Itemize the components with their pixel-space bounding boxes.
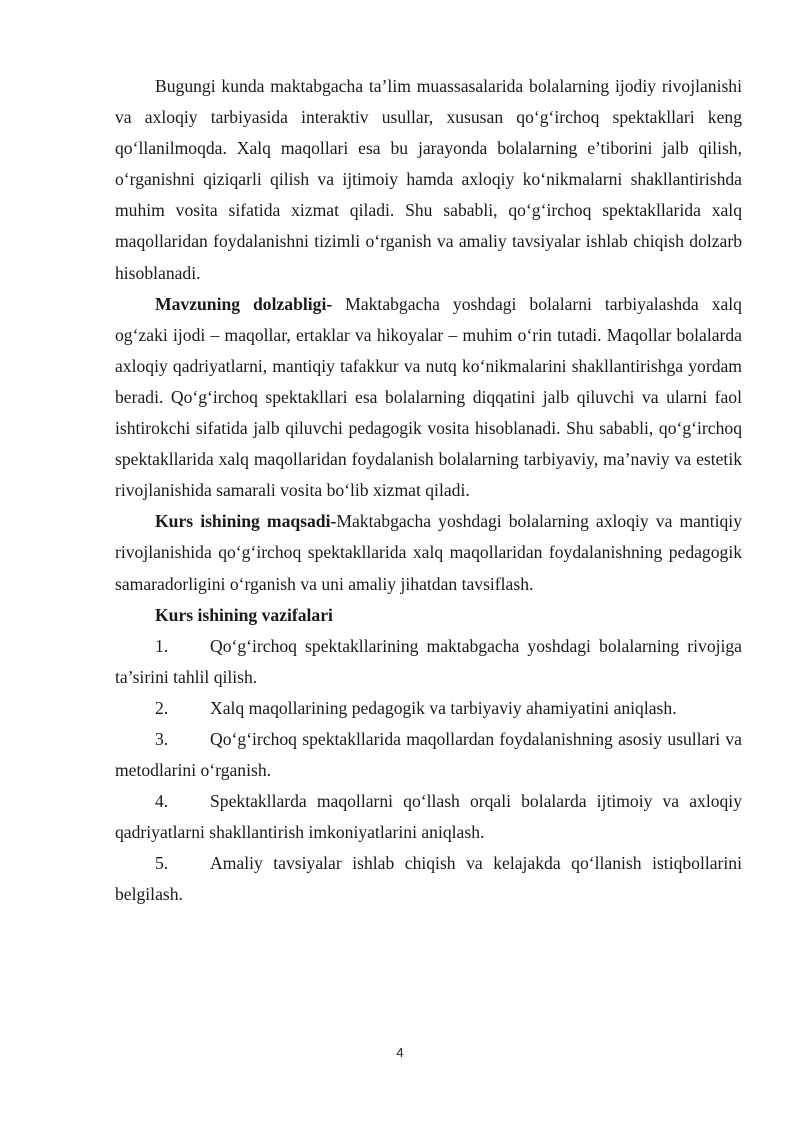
list-item <box>115 848 742 910</box>
goal-lead: Kurs ishining maqsadi- <box>155 511 337 532</box>
document-page <box>115 71 742 911</box>
list-item-number: 4. <box>155 791 169 812</box>
list-item-text: Qo‘g‘irchoq spektakllarida maqollardan foydalanishning asosiy usullari va metodlarini o‘rganish. <box>115 728 742 781</box>
list-item-number: 3. <box>155 728 169 749</box>
list-item <box>115 786 742 848</box>
list-item <box>115 724 742 786</box>
page-number: 4 <box>396 1045 404 1060</box>
list-item-text: Amaliy tavsiyalar ishlab chiqish va kelajakda qo‘llanish istiqbollarini belgilash. <box>115 853 742 905</box>
list-item-text: Qo‘g‘irchoq spektakllarining maktabgacha yoshdagi bolalarning rivojiga ta’sirini tahlil qilish. <box>115 635 742 687</box>
goal-text: Maktabgacha yoshdagi bolalarning axloqiy va mantiqiy rivojlanishida qo‘g‘irchoq spektakllarida xalq maqollaridan foydalanishning pedagogik samaradorligini o‘rganish va uni amaliy jihatdan tavsiflash. <box>115 511 742 594</box>
tasks-heading: Kurs ishining vazifalari <box>155 604 333 625</box>
intro-paragraph: Bugungi kunda maktabgacha ta’lim muassasalarida bolalarning ijodiy rivojlanishi va axloqiy tarbiyasida interaktiv usullar, xususan qo‘g‘irchoq spektakllari keng qo‘llanilmoqda. Xalq maqollari esa bu jarayonda bolalarning e’tiborini jalb qilish, o‘rganishni qiziqarli qilish va ijtimoiy hamda axloqiy ko‘nikmalarni shakllantirishda muhim vosita sifatida xizmat qiladi. Shu sababli, qo‘g‘irchoq spektakllarida xalq maqollaridan foydalanishni tizimli o‘rganish va amaliy tavsiyalar ishlab chiqish dolzarb hisoblanadi. <box>115 76 742 283</box>
list-item-text: Spektakllarda maqollarni qo‘llash orqali bolalarda ijtimoiy va axloqiy qadriyatlarni shakllantirish imkoniyatlarini aniqlash. <box>115 791 742 843</box>
relevance-lead: Mavzuning dolzabligi- <box>155 293 333 314</box>
list-item-number: 2. <box>155 697 169 718</box>
list-item-number: 5. <box>155 853 169 874</box>
relevance-text: Maktabgacha yoshdagi bolalarni tarbiyalashda xalq og‘zaki ijodi – maqollar, ertaklar va hikoyalar – muhim o‘rin tutadi. Maqollar bolalarda axloqiy qadriyatlarni, mantiqiy tafakkur va nutq ko‘nikmalarini shakllantirishga yordam beradi. Qo‘g‘irchoq spektakllari esa bolalarning diqqatini jalb qiluvchi va ularni faol ishtirokchi sifatida jalb qiluvchi pedagogik vosita hisoblanadi. Shu sababli, qo‘g‘irchoq spektakllarida xalq maqollaridan foydalanish bolalarning tarbiyaviy, ma’naviy va estetik rivojlanishida samarali vosita bo‘lib xizmat qiladi. <box>115 293 742 501</box>
list-item-text: Xalq maqollarining pedagogik va tarbiyaviy ahamiyatini aniqlash. <box>210 697 677 718</box>
list-item-number: 1. <box>155 635 169 656</box>
goal-paragraph <box>115 506 742 599</box>
list-item <box>115 631 742 693</box>
relevance-paragraph <box>115 289 742 507</box>
list-item <box>115 693 742 724</box>
